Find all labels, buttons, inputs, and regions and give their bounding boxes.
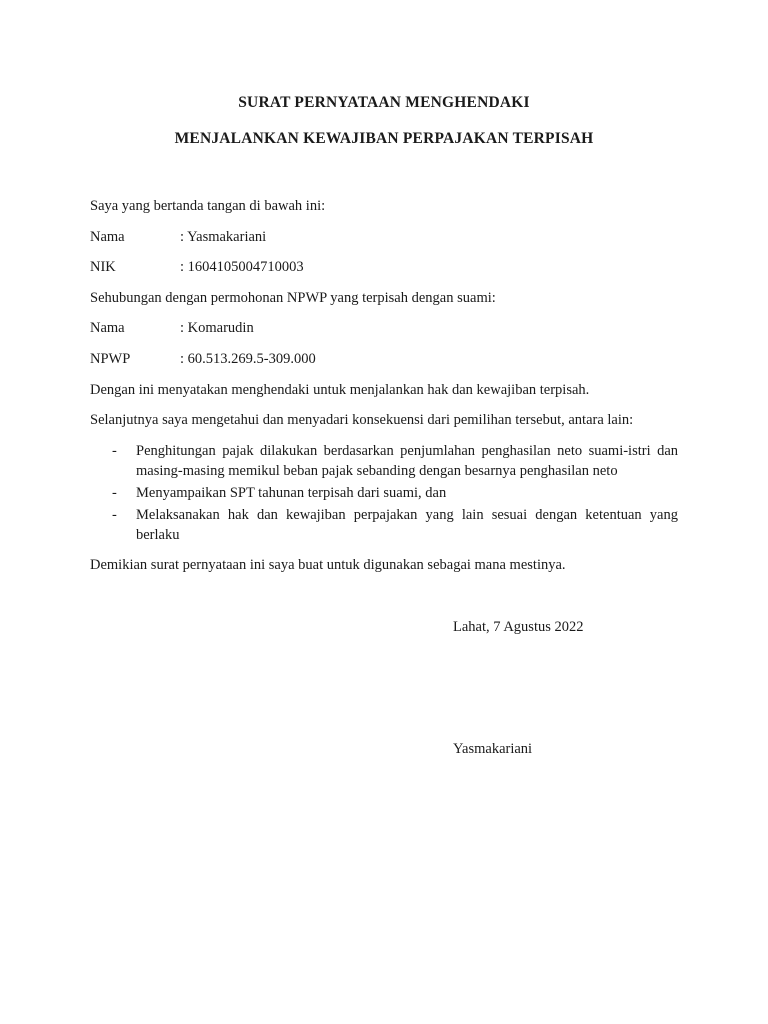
list-item-text: Menyampaikan SPT tahunan terpisah dari suami, dan <box>136 485 447 501</box>
intro-text: Saya yang bertanda tangan di bawah ini: <box>90 198 326 214</box>
signer-name-value: : Yasmakariani <box>180 229 267 245</box>
spouse-npwp-label: NPWP <box>90 351 131 367</box>
consequence-intro: Selanjutnya saya mengetahui dan menyadari konsekuensi dari pemilihan tersebut, antara lain: <box>90 412 634 428</box>
place-date: Lahat, 7 Agustus 2022 <box>453 619 584 635</box>
list-item <box>90 483 678 503</box>
list-item <box>90 441 678 481</box>
consequence-list <box>90 441 678 547</box>
spouse-name-row <box>90 318 680 338</box>
signer-name-label: Nama <box>90 229 125 245</box>
signature-name: Yasmakariani <box>453 741 533 757</box>
list-item-text: Penghitungan pajak dilakukan berdasarkan penjumlahan penghasilan neto suami-istri dan masing-masing memikul beban pajak sebanding dengan besarnya penghasilan neto <box>136 443 678 479</box>
signer-name-row <box>90 227 680 247</box>
signer-nik-label: NIK <box>90 259 116 275</box>
document-title-line-2: MENJALANKAN KEWAJIBAN PERPAJAKAN TERPISAH <box>174 130 594 147</box>
signer-nik-value: : 1604105004710003 <box>180 259 304 275</box>
closing-text: Demikian surat pernyataan ini saya buat untuk digunakan sebagai mana mestinya. <box>90 557 566 573</box>
list-item-text: Melaksanakan hak dan kewajiban perpajakan yang lain sesuai dengan ketentuan yang berlaku <box>136 507 678 543</box>
spouse-name-label: Nama <box>90 320 125 336</box>
document-title-line-1: SURAT PERNYATAAN MENGHENDAKI <box>238 94 530 111</box>
relation-text: Sehubungan dengan permohonan NPWP yang terpisah dengan suami: <box>90 290 496 306</box>
bullet-dash: - <box>112 507 117 523</box>
statement-text: Dengan ini menyatakan menghendaki untuk menjalankan hak dan kewajiban terpisah. <box>90 382 590 398</box>
spouse-npwp-value: : 60.513.269.5-309.000 <box>180 351 316 367</box>
spouse-name-value: : Komarudin <box>180 320 254 336</box>
signer-nik-row <box>90 257 680 277</box>
bullet-dash: - <box>112 443 117 459</box>
bullet-dash: - <box>112 485 117 501</box>
list-item <box>90 505 678 545</box>
spouse-npwp-row <box>90 349 680 369</box>
